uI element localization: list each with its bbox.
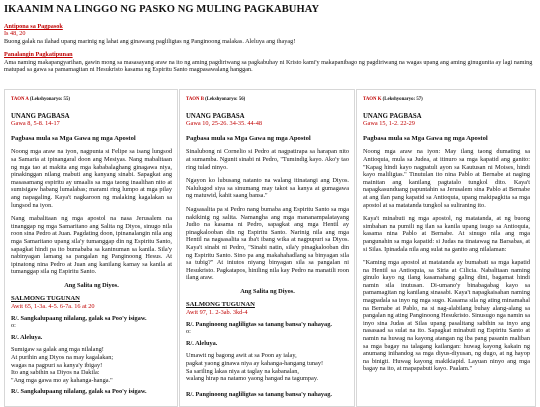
reading-source: Pagbasa mula sa Mga Gawa ng mga Apostol: [11, 134, 136, 142]
reading-paragraph: Nagsasalita pa si Pedro nang bumaba ang Espiritu Santo sa mga nakikinig ng salita. Namangha ang mga mananampalatayang Judio na kasama ni Pedro, sapagkat ang mga Hentil ay pinagkalooban din ng Espiritu Santo. Narinig nila ang mga Hentil na nagsasalita sa iba't ibang wika at nagpupuri sa Diyos. Kaya't sinabi ni Pedro, "Sinabi natin, sila'y pinagkalooban din ng Espiritu Santo. Sino pa ang makahahadlang sa binyagan sila sa tubig?" At iniutos niyang binyagan sila sa pangalan ni Hesukristo. Pagkatapos, hiniling nila kay Pedro na manatili roon ilang araw.: [186, 205, 349, 282]
psalm-aleluya: R/. Aleluya.: [11, 333, 43, 341]
reading-column-b: [179, 89, 355, 407]
readings-columns: [4, 89, 536, 405]
taon-header: TAON A (Lekshyonaryo: 55): [11, 97, 70, 102]
psalm-heading: SALMONG TUGUNAN: [186, 301, 255, 309]
reading-reference: Gawa 15, 1-2. 22-29: [363, 120, 415, 128]
psalm-response-repeat: R/. Sangkalupaang nilalang, galak sa Poo'y isigaw.: [11, 388, 147, 396]
psalm-line: walang hirap na natamo yaong hangad na tagumpay.: [186, 375, 319, 383]
reading-source: Pagbasa mula sa Mga Gawa ng mga Apostol: [186, 134, 311, 142]
reading-heading: UNANG PAGBASA: [363, 112, 422, 120]
psalm-line: pagkat yaong ginawa niya ay kahanga-hangang tunay!: [186, 360, 324, 368]
panalangin-label: Panalangin Pagkatipunan: [4, 51, 73, 59]
psalm-response: R/. Panginoong nagliligtas sa tanang bansa'y nahayag.: [186, 320, 332, 328]
reading-closing: Ang Salita ng Diyos.: [240, 287, 295, 295]
psalm-reference: Awit 65, 1-3a. 4-5. 6-7a. 16 at 20: [11, 303, 95, 311]
reading-paragraph: Ngayon ko lubusang natanto na walang itinatangi ang Diyos. Nalulugod siya sa sinumang may takot sa kanya at gumagawa ng matuwid, kahit saang bansa.": [186, 177, 349, 200]
antipona-ref: Is 48, 20: [4, 30, 26, 38]
page-title: IKAANIM NA LINGGO NG PASKO NG MULING PAGKABUHAY: [4, 4, 320, 15]
reading-column-a: [4, 89, 178, 407]
reading-closing: Ang Salita ng Diyos.: [64, 281, 119, 289]
psalm-reference: Awit 97, 1. 2-3ab. 3kd-4: [186, 309, 248, 317]
reading-heading: UNANG PAGBASA: [11, 112, 70, 120]
psalm-response-repeat: R/. Panginoong nagliligtas sa tanang bansa'y nahayag.: [186, 390, 332, 398]
reading-paragraph: Sinalubong ni Cornelio si Pedro at nagpatirapa sa harapan nito at sumamba. Ngunit sinabi ni Pedro, "Tumindig kayo. Ako'y tao ring tulad ninyo.: [186, 148, 349, 171]
reading-reference: Gawa 8, 5-8. 14-17: [11, 120, 60, 128]
psalm-line: Sumigaw sa galak ang mga nilalang!: [11, 346, 104, 354]
reading-paragraph: Noong mga araw na iyon, nagpunta si Felipe sa isang lungsod sa Samaria at ipinangaral doon ang Mesiyas. Nang mabalitaan ng mga tao at makita ang mga kababalaghang ginagawa niya, pinakinggan nilang mabuti ang kanyang sinabi. Sapagkat ang masasamang espiritu ay umaalis sa mga taong inaalihan nito at sumisigaw habang lumalabas; marami ring lumpo at mga pilay ang napagaling. Kaya't nagkaroon ng malaking kagalakan sa lungsod na iyon.: [11, 148, 172, 209]
antipona-label: Antipona sa Pagpasok: [4, 23, 63, 30]
psalm-aleluya: R/. Aleluya.: [186, 339, 218, 347]
psalm-line: Sa sariling lakas niya at taglay na kabanalan,: [186, 367, 299, 375]
reading-heading: UNANG PAGBASA: [186, 112, 245, 120]
psalm-or: o:: [11, 322, 16, 330]
psalm-response: R/. Sangkalupaang nilalang, galak sa Poo'y isigaw.: [11, 314, 147, 322]
antipona-text: Buong galak na ilahad upang marinig ng lahat ang ginawang pagliligtas ng Panginoong malakas. Aleluya ang ihayag!: [4, 37, 296, 45]
psalm-heading: SALMONG TUGUNAN: [11, 295, 80, 303]
reading-reference: Gawa 10, 25-26. 34-35. 44-48: [186, 120, 263, 128]
psalm-or: o:: [186, 328, 191, 336]
intro-section: [4, 23, 536, 73]
reading-paragraph: Kaya't minabuti ng mga apostol, ng matatanda, at ng buong simbahan na pumili ng ilan sa kanila upang isugo sa Antioquia, kasama nina Pablo at Bernabe. At sinugo nila ang mga pangunahin sa mga kapatid: si Judas na tinatawag na Barsabas, at si Silas. Ipinadala nila ang sulat na ganito ang nilalaman:: [363, 215, 530, 253]
psalm-line: "Ang mga gawa mo ay kahanga-hanga.": [11, 376, 113, 384]
reading-source: Pagbasa mula sa Mga Gawa ng mga Apostol: [363, 134, 488, 142]
psalm-line: Ito ang sabihin sa Diyos na Dakila:: [11, 369, 100, 377]
taon-header: TAON K (Lekshyonaryo: 57): [363, 97, 423, 102]
reading-column-k: [356, 89, 536, 407]
psalm-line: wagas na pagpuri sa kanya'y ibigay!: [11, 361, 103, 369]
panalangin-text: Ama naming makapangyarihan, gawin mong sa masasayang araw na ito ng aming pagdiriwang sa pagkabuhay ni Kristo kami'y makapanibago ng pagdiriwang na wagas upang ang aming ginugunita ay lagi naming matupad sa gawa sa pamamagitan ni Hesukristo kasama ng Espiritu Santo magpasawalang hanggan.: [4, 58, 533, 74]
psalm-line: At purihin ang Diyos na may kagalakan;: [11, 354, 114, 362]
psalm-line: Umawit ng bagong awit at sa Poon ay ialay,: [186, 352, 297, 360]
taon-header: TAON B (Lekshyonaryo: 56): [186, 97, 246, 102]
reading-paragraph: Noong mga araw na iyon: May ilang taong dumating sa Antioquia, mula sa Judea, at itinuro sa mga kapatid ang ganito: "Kapag hindi kayo nagpatuli ayon sa Kautusan ni Moises, hindi kayo maliligtas." Tinutulan ito nina Pablo at Bernabe at naging mainitan ang kanilang pagtatalo tungkol dito. Kaya't napagkasunduang papuntahin sa Jerusalem sina Pablo at Bernabe at ang ilan pang kapatid sa Antioquia, upang makipagkita sa mga apostol at sa matatanda tungkol sa suliraning ito.: [363, 148, 530, 209]
reading-paragraph: "Kaming mga apostol at matatanda ay bumabati sa mga kapatid na Hentil sa Antioquia, sa Siria at Cilicia. Nabalitaan naming ginulo kayo ng ilang kasamahang galing dini, bagamat hindi namin sila inutusan. Di-umano'y binabagabag kayo sa pamamagitan ng kanilang sinasabi. Kaya't napagkaisahan naming magpadala sa inyo ng mga sugo. Kasama sila ng ating minamahal na Bernabe at Pablo, na si nag-alabilang buhay alang-alang sa pangalan ng ating Panginoong Hesukristo. Sinusugo nga namin sa inyo sina Judas at Silas upang pasalitang sabihin sa inyo ang nasasaad sa sulat na ito. Sapagkat minabuti ng Espiritu Santo at namin na huwag na kayong atangan ng iba pang pasanin maliban sa mga bagay na talagang kailangan: huwag kayong kakain ng anumang inihandog sa mga diyus-diyusan, ng dugo, at ng hayop na binigti. Huwag kayong makikiapid. Layuan ninyo ang mga bagay na ito, at mapapabuti kayo. Paalam.": [363, 259, 530, 373]
reading-paragraph: Nang mabalitaan ng mga apostol na nasa Jerusalem na tinanggap ng mga Samaritano ang Salita ng Diyos, sinugo nila roon sina Pedro at Juan. Pagdating doon, ipinanalangin nila ang mga Samaritano upang sila'y tumanggap din ng Espiritu Santo, sapagkat hindi pa ito bumababa sa kaninuman sa kanila. Sila'y nabinyagan lamang sa pangalan ng Panginoong Hesus. At ipinatong nina Pedro at Juan ang kanilang kamay sa kanila at tumanggap sila ng Espiritu Santo.: [11, 215, 172, 276]
